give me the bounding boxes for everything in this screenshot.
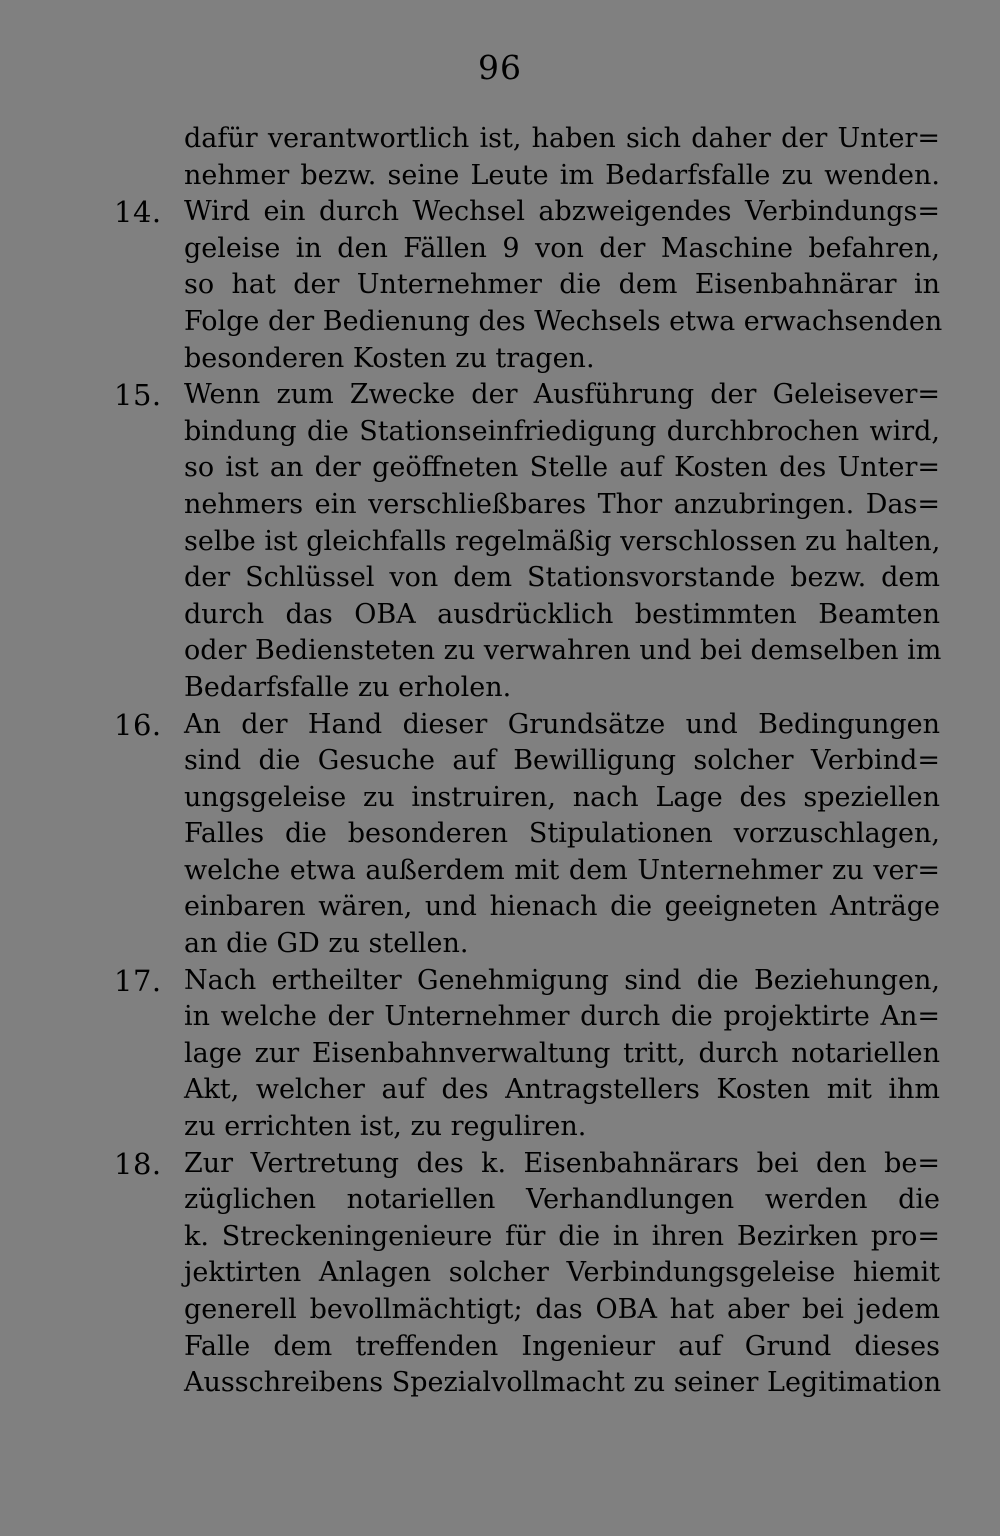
document-body bbox=[0, 121, 1000, 1402]
line-text: besonderen Kosten zu tragen. bbox=[184, 342, 595, 374]
line-text: generell bevollmächtigt; das OBA hat aber bei jedem bbox=[184, 1294, 940, 1325]
text-line bbox=[0, 231, 1000, 268]
text-line bbox=[0, 670, 1000, 707]
section-number: 18. bbox=[114, 1146, 162, 1181]
text-line bbox=[0, 999, 1000, 1036]
text-line bbox=[0, 1036, 1000, 1073]
text-line bbox=[0, 267, 1000, 304]
line-text: Nach ertheilter Genehmigung sind die Beziehungen, bbox=[184, 964, 940, 996]
line-text: züglichen notariellen Verhandlungen werden die bbox=[184, 1184, 940, 1216]
text-line bbox=[0, 1329, 1000, 1366]
line-text: bindung die Stationseinfriedigung durchbrochen wird, bbox=[184, 415, 940, 447]
text-line bbox=[0, 487, 1000, 524]
line-text: der Schlüssel von dem Stationsvorstande bezw. dem bbox=[184, 562, 940, 594]
text-line bbox=[0, 707, 1000, 744]
line-text: sind die Gesuche auf Bewilligung solcher Verbind= bbox=[184, 745, 940, 777]
text-line bbox=[0, 1292, 1000, 1329]
line-text: Akt, welcher auf des Antragstellers Kosten mit ihm bbox=[184, 1074, 940, 1106]
text-line bbox=[0, 304, 1000, 341]
text-line bbox=[0, 1182, 1000, 1219]
text-line bbox=[0, 963, 1000, 1000]
line-text: oder Bediensteten zu verwahren und bei demselben im bbox=[184, 635, 942, 667]
line-text: zu errichten ist, zu reguliren. bbox=[184, 1111, 587, 1143]
text-line bbox=[0, 450, 1000, 487]
section-number: 16. bbox=[114, 707, 162, 742]
text-line bbox=[0, 926, 1000, 963]
text-line bbox=[0, 560, 1000, 597]
line-text: ungsgeleise zu instruiren, nach Lage des speziellen bbox=[184, 781, 940, 813]
text-line bbox=[0, 1072, 1000, 1109]
text-line bbox=[0, 414, 1000, 451]
section-number: 14. bbox=[114, 195, 162, 230]
line-text: nehmer bezw. seine Leute im Bedarfsfalle zu wenden. bbox=[184, 159, 940, 191]
page-number: 96 bbox=[478, 48, 522, 87]
line-text: welche etwa außerdem mit dem Unternehmer zu ver= bbox=[184, 854, 940, 886]
line-text: geleise in den Fällen 9 von der Maschine befahren, bbox=[184, 232, 940, 264]
line-text: dafür verantwortlich ist, haben sich daher der Unter= bbox=[184, 123, 940, 154]
line-text: Folge der Bedienung des Wechsels etwa erwachsenden bbox=[184, 305, 943, 337]
text-line bbox=[0, 889, 1000, 926]
text-line bbox=[0, 597, 1000, 634]
text-line bbox=[0, 158, 1000, 195]
line-text: Ausschreibens Spezialvollmacht zu seiner Legitimation bbox=[184, 1367, 942, 1399]
line-text: einbaren wären, und hienach die geeigneten Anträge bbox=[184, 891, 940, 923]
line-text: in welche der Unternehmer durch die projektirte An= bbox=[184, 1001, 940, 1033]
section-number: 15. bbox=[114, 378, 162, 413]
line-text: lage zur Eisenbahnverwaltung tritt, durch notariellen bbox=[184, 1037, 940, 1069]
text-line bbox=[0, 341, 1000, 378]
text-line bbox=[0, 1365, 1000, 1402]
line-text: so ist an der geöffneten Stelle auf Kosten des Unter= bbox=[184, 452, 940, 484]
line-text: an die GD zu stellen. bbox=[184, 928, 469, 960]
text-line bbox=[0, 194, 1000, 231]
line-text: k. Streckeningenieure für die in ihren Bezirken pro= bbox=[184, 1220, 940, 1252]
text-line bbox=[0, 377, 1000, 414]
line-text: Wird ein durch Wechsel abzweigendes Verbindungs= bbox=[184, 196, 940, 228]
text-line bbox=[0, 121, 1000, 158]
line-text: Bedarfsfalle zu erholen. bbox=[184, 671, 512, 703]
text-line bbox=[0, 633, 1000, 670]
text-line bbox=[0, 853, 1000, 890]
text-line bbox=[0, 1255, 1000, 1292]
line-text: nehmers ein verschließbares Thor anzubringen. Das= bbox=[184, 488, 940, 520]
text-line bbox=[0, 816, 1000, 853]
line-text: durch das OBA ausdrücklich bestimmten Beamten bbox=[184, 598, 940, 630]
text-line bbox=[0, 743, 1000, 780]
line-text: Falle dem treffenden Ingenieur auf Grund dieses bbox=[184, 1330, 940, 1362]
line-text: Wenn zum Zwecke der Ausführung der Geleisever= bbox=[184, 379, 940, 411]
text-line bbox=[0, 1146, 1000, 1183]
section-number: 17. bbox=[114, 963, 162, 998]
line-text: selbe ist gleichfalls regelmäßig verschlossen zu halten, bbox=[184, 525, 941, 557]
line-text: jektirten Anlagen solcher Verbindungsgeleise hiemit bbox=[184, 1257, 940, 1289]
line-text: Zur Vertretung des k. Eisenbahnärars bei den be= bbox=[184, 1147, 940, 1179]
line-text: An der Hand dieser Grundsätze und Bedingungen bbox=[184, 708, 940, 740]
line-text: Falles die besonderen Stipulationen vorzuschlagen, bbox=[184, 818, 940, 850]
line-text: so hat der Unternehmer die dem Eisenbahnärar in bbox=[184, 269, 940, 301]
text-line bbox=[0, 1109, 1000, 1146]
text-line bbox=[0, 780, 1000, 817]
text-line bbox=[0, 1219, 1000, 1256]
text-line bbox=[0, 524, 1000, 561]
